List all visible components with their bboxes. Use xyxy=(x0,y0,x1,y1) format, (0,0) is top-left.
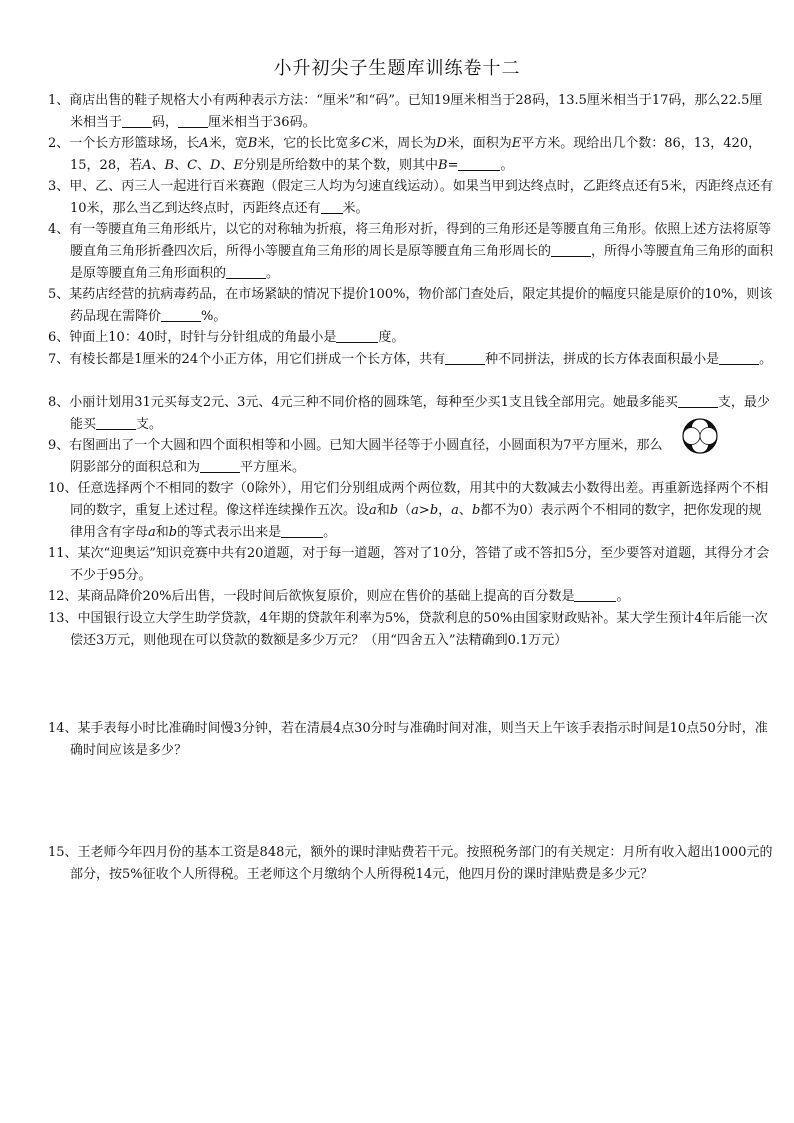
question-7: 7、有棱长都是1厘米的24个小正方体，用它们拼成一个长方体，共有 种不同拼法，拼成的长方体表面积最小是 。 xyxy=(48,352,773,367)
question-4: 4、有一等腰直角三角形纸片，以它的对称轴为折痕，将三角形对折，得到的三角形还是等腰直角三角形。依照上述方法将原等腰直角三角形折叠四次后，所得小等腰直角三角形的周长是原等腰直角三角形周长的 ，所得小等腰直角三角形的面积是原等腰直角三角形面积的 。 xyxy=(48,222,774,281)
question-5: 5、某药店经营的抗病毒药品，在市场紧缺的情况下提价100%，物价部门查处后，限定其提价的幅度只能是原价的10%，则该药品现在需降价 %。 xyxy=(48,287,773,324)
answer-blank[interactable] xyxy=(574,587,616,602)
answer-blank[interactable] xyxy=(719,350,759,365)
question-6: 6、钟面上10：40时，时针与分针组成的角最小是 度。 xyxy=(48,330,405,345)
question-11: 11、某次“迎奥运”知识竞赛中共有20道题，对于每一道题，答对了10分，答错了或不答扣5分，至少要答对道题，其得分才会不少于95分。 xyxy=(48,546,770,583)
answer-blank[interactable] xyxy=(551,242,591,257)
question-13: 13、中国银行设立大学生助学贷款，4年期的贷款年利率为5%，贷款利息的50%由国家财政贴补。某大学生预计4年后能一次偿还3万元，则他现在可以贷款的数额是多少万元？（用“四舍五入”法精确到0.1万元） xyxy=(48,611,768,648)
question-9: 9、右图画出了一个大圆和四个面积相等和小圆。已知大圆半径等于小圆直径，小圆面积为7平方厘米，那么阴影部分的面积总和为 平方厘米。 xyxy=(48,438,663,475)
question-1: 1、商店出售的鞋子规格大小有两种表示方法：“厘米”和“码”。已知19厘米相当于28码，13.5厘米相当于17码，那么22.5厘米相当于 码， 厘米相当于36码。 xyxy=(48,93,763,130)
answer-blank[interactable] xyxy=(122,113,152,128)
page-title: 小升初尖子生题库训练卷十二 xyxy=(273,58,521,79)
answer-blank[interactable] xyxy=(96,415,136,430)
question-14: 14、某手表每小时比准确时间慢3分钟，若在清晨4点30分时与准确时间对准，则当天上午该手表指示时间是10点50分时，准确时间应该是多少？ xyxy=(48,721,768,758)
question-2: 2、一个长方形篮球场，长A米，宽B米，它的长比宽多C米，周长为D米，面积为E平方米。现给出几个数：86，13，420，15，28，若A、B、C、D、E分别是所给数中的某个数，则其中B= 。 xyxy=(48,136,762,173)
question-3: 3、甲、乙、丙三人一起进行百米赛跑（假定三人均为匀速直线运动）。如果当甲到达终点时，乙距终点还有5米，丙距终点还有10米，那么当乙到达终点时，丙距终点还有 米。 xyxy=(48,179,774,216)
answer-blank[interactable] xyxy=(321,199,343,214)
answer-blank[interactable] xyxy=(445,350,485,365)
answer-blank[interactable] xyxy=(678,393,718,408)
answer-blank[interactable] xyxy=(226,264,266,279)
answer-blank[interactable] xyxy=(200,458,240,473)
answer-blank[interactable] xyxy=(178,113,208,128)
question-8: 8、小丽计划用31元买每支2元、3元、4元三种不同价格的圆珠笔，每种至少买1支且钱全部用完。她最多能买 支，最少能买 支。 xyxy=(48,395,770,432)
answer-blank[interactable] xyxy=(458,156,500,171)
question-10: 10、任意选择两个不相同的数字（0除外），用它们分别组成两个两位数，用其中的大数减去小数得出差。再重新选择两个不相同的数字，重复上述过程。像这样连续操作五次。设a和b（a>b，a、b都不为0）表示两个不相同的数字，把你发现的规律用含有字母a和b的等式表示出来是 。 xyxy=(48,481,769,540)
question-15: 15、王老师今年四月份的基本工资是848元，额外的课时津贴费若干元。按照税务部门的有关规定：月所有收入超出1000元的部分，按5%征收个人所得税。王老师这个月缴纳个人所得税14元，他四月份的课时津贴费是多少元？ xyxy=(48,845,773,882)
question-12: 12、某商品降价20%后出售，一段时间后欲恢复原价，则应在售价的基础上提高的百分数是 。 xyxy=(48,589,630,604)
answer-blank[interactable] xyxy=(336,328,378,343)
answer-blank[interactable] xyxy=(281,523,323,538)
answer-blank[interactable] xyxy=(161,307,201,322)
circles-figure xyxy=(680,416,720,456)
